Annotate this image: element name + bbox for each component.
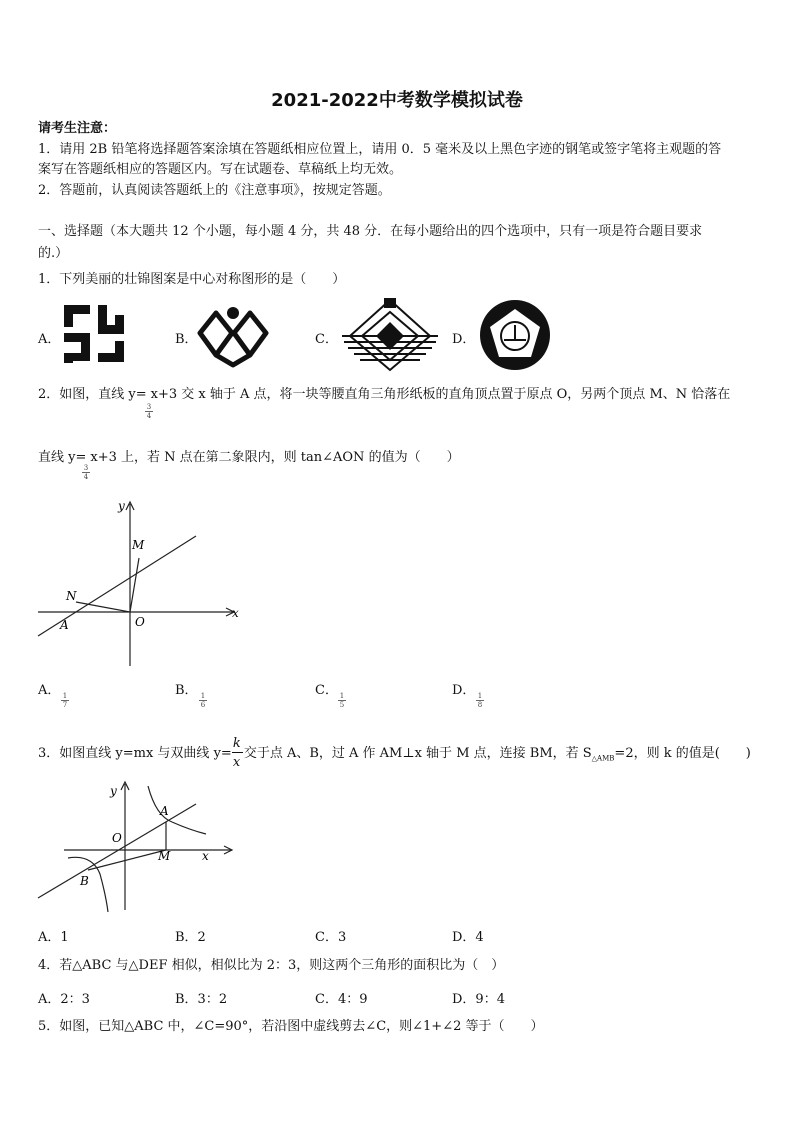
q2-label-n: N [66, 589, 77, 603]
q2-line2-a: 直线 y= [38, 450, 87, 465]
q2-fraction-2-num: 3 [83, 464, 89, 472]
q1-option-a-pattern [62, 303, 126, 365]
q3-label-o: O [112, 831, 122, 845]
q3-label-a: A [160, 804, 169, 818]
q3-fraction-x: x [232, 754, 241, 770]
q2-line2-b: x+3 上，若 N 点在第二象限内，则 tan∠AON 的值为（ ） [90, 450, 460, 465]
q2-label-m: M [132, 538, 145, 552]
q3-stem-b: 交于点 A、B，过 A 作 AM⊥x 轴于 M 点，连接 BM，若 S [243, 746, 592, 761]
q2-fraction-2-den: 4 [83, 473, 89, 481]
q3-label-m: M [158, 849, 171, 863]
q1-option-d-pattern [478, 299, 552, 371]
q2-option-c-label: C． [315, 683, 338, 698]
question-3-stem [38, 735, 751, 770]
section-heading: 一、选择题（本大题共 12 个小题，每小题 4 分，共 48 分．在每小题给出的四个选项中，只有一项是符合题目要求 [38, 224, 703, 239]
q2-option-b-label: B． [175, 683, 198, 698]
q3-option-b: B．2 [175, 930, 206, 945]
page-title: 2021-2022中考数学模拟试卷 [271, 90, 523, 111]
q2-option-a-num: 1 [62, 692, 68, 700]
question-2-line-2 [38, 447, 460, 468]
q2-label-o: O [135, 615, 145, 629]
q1-option-c-pattern [338, 296, 442, 374]
q3-stem-sub: △AMB [591, 754, 615, 763]
notice-item-1: 1．请用 2B 铅笔将选择题答案涂填在答题纸相应位置上，请用 0．5 毫米及以上黑色字迹的钢笔或签字笔将主观题的答 [38, 142, 722, 157]
section-heading-cont: 的.） [38, 246, 69, 261]
q2-option-c [315, 679, 338, 698]
q2-option-c-den: 5 [339, 701, 345, 709]
notice-item-1-cont: 案写在答题纸相应的答题区内。写在试题卷、草稿纸上均无效。 [38, 162, 403, 177]
q2-fraction-1 [145, 403, 153, 420]
q1-option-d-label: D． [452, 332, 476, 347]
q2-fraction-1-den: 4 [146, 412, 152, 420]
q1-option-b-pattern [196, 303, 270, 369]
q2-option-d-fraction [476, 692, 484, 709]
q1-option-a-label: A． [38, 332, 61, 347]
q1-option-c-label: C． [315, 332, 338, 347]
q2-option-b [175, 679, 198, 698]
question-1-stem: 1．下列美丽的壮锦图案是中心对称图形的是（ ） [38, 272, 346, 287]
q1-option-b-label: B． [175, 332, 198, 347]
q2-option-c-num: 1 [339, 692, 345, 700]
q2-option-b-fraction [199, 692, 207, 709]
q2-stem-b: x+3 交 x 轴于 A 点，将一块等腰直角三角形纸板的直角顶点置于原点 O，另两个顶点 M、N 恰落在 [150, 387, 731, 402]
q4-option-d: D．9：4 [452, 992, 505, 1007]
notice-item-2: 2．答题前，认真阅读答题纸上的《注意事项》，按规定答题。 [38, 183, 391, 198]
q3-label-b: B [80, 874, 89, 888]
q3-fraction-k: k [232, 735, 241, 751]
q3-option-d: D．4 [452, 930, 484, 945]
q2-option-b-den: 6 [200, 701, 206, 709]
q2-option-a [38, 679, 60, 698]
q3-figure [36, 778, 236, 916]
q2-option-a-den: 7 [62, 701, 68, 709]
q2-option-d-num: 1 [477, 692, 483, 700]
q2-option-d-den: 8 [477, 701, 483, 709]
q2-option-c-fraction [338, 692, 346, 709]
q2-figure [36, 496, 246, 671]
q3-fraction-k-over-x [232, 735, 244, 770]
q3-option-c: C．3 [315, 930, 347, 945]
q2-option-a-label: A． [38, 683, 61, 698]
q2-stem-a: 2．如图，直线 y= [38, 387, 147, 402]
q3-label-y: y [110, 784, 117, 798]
q2-option-d [452, 679, 475, 698]
q2-label-y: y [118, 499, 125, 513]
q2-fraction-1-num: 3 [146, 403, 152, 411]
q3-option-a: A．1 [38, 930, 69, 945]
q2-label-x: x [232, 606, 239, 620]
question-5-stem: 5．如图，已知△ABC 中，∠C=90°，若沿图中虚线剪去∠C，则∠1+∠2 等于（ ） [38, 1019, 544, 1034]
q2-label-a: A [60, 618, 69, 632]
q2-option-a-fraction [61, 692, 69, 709]
question-2-line-1 [38, 384, 730, 405]
q3-label-x: x [202, 849, 209, 863]
q4-option-c: C．4：9 [315, 992, 368, 1007]
q2-fraction-2 [82, 464, 90, 481]
question-4-stem: 4．若△ABC 与△DEF 相似，相似比为 2：3，则这两个三角形的面积比为（ ） [38, 958, 505, 973]
q2-option-d-label: D． [452, 683, 476, 698]
q4-option-b: B．3：2 [175, 992, 228, 1007]
q2-option-b-num: 1 [200, 692, 206, 700]
q4-option-a: A．2：3 [38, 992, 90, 1007]
q3-stem-a: 3．如图直线 y=mx 与双曲线 y= [38, 746, 232, 761]
q3-stem-c: =2，则 k 的值是( ) [614, 746, 751, 761]
notice-heading: 请考生注意： [38, 121, 117, 136]
